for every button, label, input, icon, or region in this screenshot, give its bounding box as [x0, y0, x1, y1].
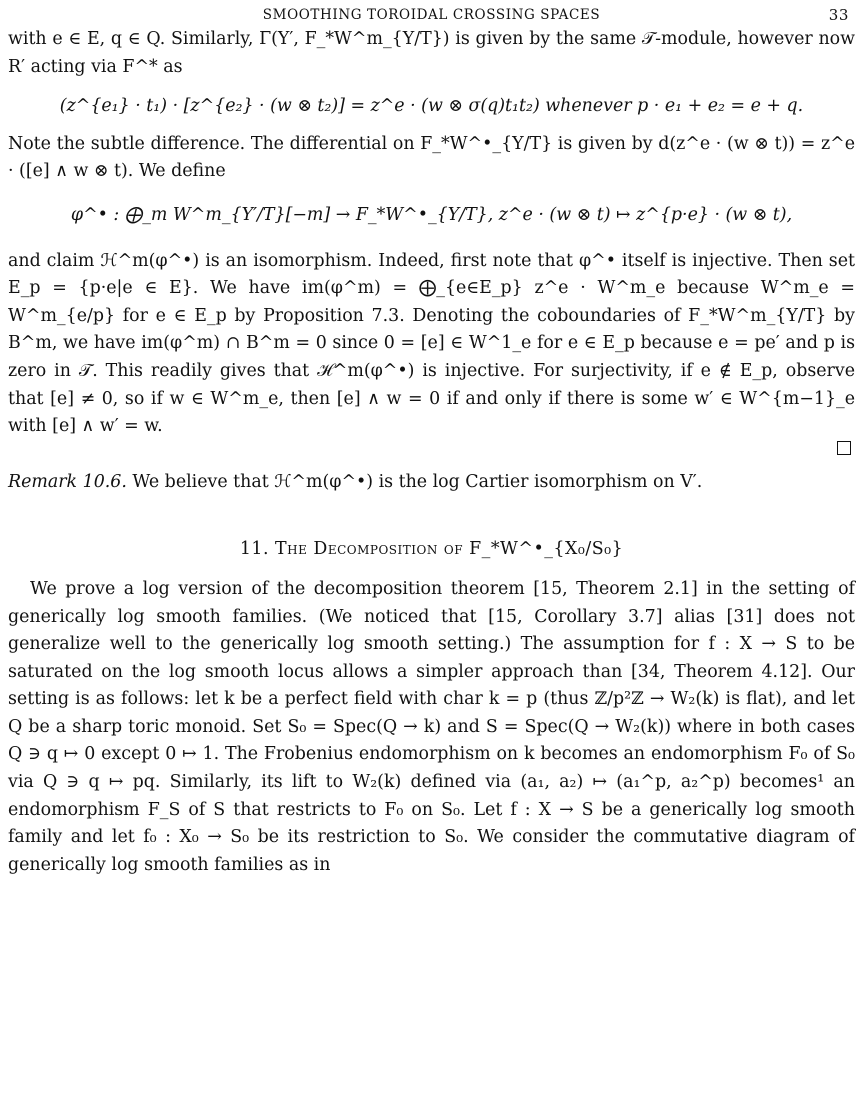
remark-label: Remark 10.6. — [8, 471, 127, 492]
display-equation-phi: φ^• : ⨁_m W^m_{Y′/T}[−m] → F_*W^•_{Y/T}, z^e · (w ⊗ t) ↦ z^{p·e} · (w ⊗ t), — [70, 204, 793, 225]
display-equation-action: (z^{e₁} · t₁) · [z^{e₂} · (w ⊗ t₂)] = z^e · (w ⊗ σ(q)t₁t₂) whenever p · e₁ + e₂ = e + q. — [59, 96, 804, 117]
remark-10-6 — [8, 469, 855, 497]
paragraph-differential: Note the subtle difference. The differential on F_*W^•_{Y/T} is given by d(z^e · (w ⊗ t)) = z^e · ([e] ∧ w ⊗ t). We define — [8, 133, 855, 182]
paragraph-module-structure: with e ∈ E, q ∈ Q. Similarly, Γ(Y′, F_*W^m_{Y/T}) is given by the same 𝒯-module, however now R′ acting via F^* as — [8, 29, 855, 77]
running-title: SMOOTHING TOROIDAL CROSSING SPACES — [262, 7, 601, 23]
remark-text: We believe that ℋ^m(φ^•) is the log Cartier isomorphism on V′. — [132, 471, 703, 492]
page-number: 33 — [828, 6, 849, 24]
qed-line — [8, 441, 855, 455]
running-head — [8, 0, 855, 26]
paragraph-proof-isomorphism: and claim ℋ^m(φ^•) is an isomorphism. Indeed, first note that φ^• itself is injective. Then set E_p = {p·e|e ∈ E}. We have im(φ^m) = ⨁_{e∈E_p} z^e · W^m_e because W^m_e = W^m_{e/p} for e ∈ E_p by Proposition 7.3. Denoting the coboundaries of F_*W^m_{Y/T} by B^m, we have im(φ^m) ∩ B^m = 0 since 0 = [e] ∈ W^1_e for e ∈ E_p because e = pe′ and p is zero in 𝒯. This readily gives that ℋ^m(φ^•) is injective. For surjectivity, if e ∉ E_p, observe that [e] ≠ 0, so if w ∈ W^m_e, then [e] ∧ w = 0 if and only if there is some w′ ∈ W^{m−1}_e with [e] ∧ w′ = w. — [8, 250, 855, 437]
qed-square-icon — [837, 441, 851, 455]
paragraph-decomposition-setting: We prove a log version of the decomposition theorem [15, Theorem 2.1] in the setting of generically log smooth families. (We noticed that [15, Corollary 3.7] alias [31] does not generalize well to the generically log smooth setting.) The assumption for f : X → S to be saturated on the log smooth locus allows a simpler approach than [34, Theorem 4.12]. Our setting is as follows: let k be a perfect field with char k = p (thus ℤ/p²ℤ → W₂(k) is flat), and let Q be a sharp toric monoid. Set S₀ = Spec(Q → k) and S = Spec(Q → W₂(k)) where in both cases Q ∋ q ↦ 0 except 0 ↦ 1. The Frobenius endomorphism on k becomes an endomorphism F₀ of S₀ via Q ∋ q ↦ pq. Similarly, its lift to W₂(k) defined via (a₁, a₂) ↦ (a₁^p, a₂^p) becomes¹ an endomorphism F_S of S that restricts to F₀ on S₀. Let f : X → S be a generically log smooth family and let f₀ : X₀ → S₀ be its restriction to S₀. We consider the commutative diagram of generically log smooth families as in — [8, 578, 855, 875]
section-heading: 11. The Decomposition of F_*W^•_{X₀/S₀} — [239, 539, 624, 560]
